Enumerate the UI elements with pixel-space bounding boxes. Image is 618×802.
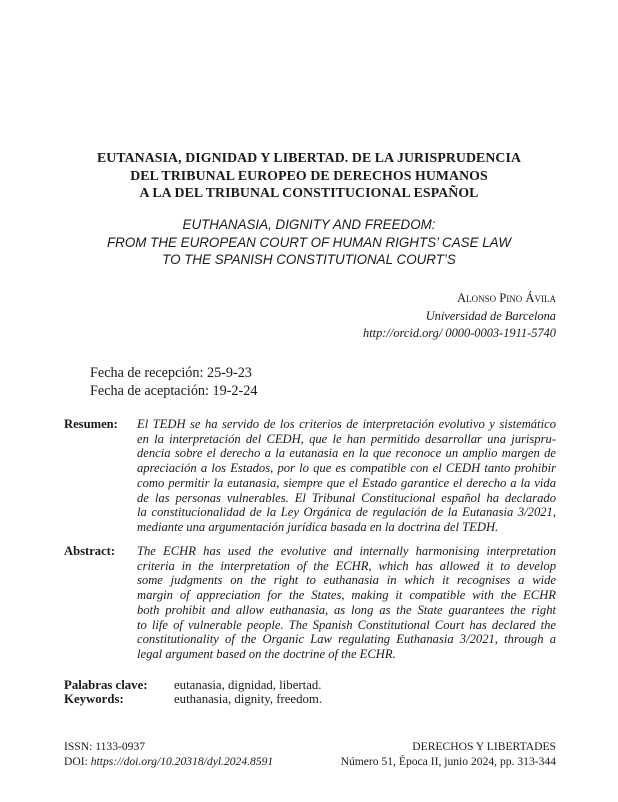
author-name: Alonso Pino Ávila (457, 291, 556, 305)
abstract-text (137, 544, 556, 662)
abstract-label: Abstract: (64, 544, 116, 558)
keywords-es-value: eutanasia, dignidad, libertad. (174, 678, 322, 692)
abstract-line: constitutionality of the Organic Law regulating Euthanasia 3/2021, through a (137, 632, 556, 647)
resumen-line: apreciación a los Estados, por lo que es compatible con el CEDH tanto prohibir (137, 461, 556, 476)
resumen-line: mediante una argumentación jurídica basada en la doctrina del TEDH. (137, 519, 499, 534)
author-orcid-link[interactable]: http://orcid.org/ 0000-0003-1911-5740 (363, 326, 556, 340)
title-es-line: EUTANASIA, DIGNIDAD Y LIBERTAD. DE LA JURISPRUDENCIA (96, 150, 522, 165)
abstract-line: some judgments on the right to euthanasia in which it recognises a wide (137, 573, 556, 588)
doi-link[interactable]: https://doi.org/10.20318/dyl.2024.8591 (90, 755, 274, 768)
keywords-es-label: Palabras clave: (64, 678, 148, 692)
author-block (363, 290, 556, 343)
resumen-line: de las personas vulnerables. El Tribunal Constitucional español ha declarado (137, 490, 556, 505)
title-en-line: EUTHANASIA, DIGNITY AND FREEDOM: (182, 217, 436, 232)
title-en-line: TO THE SPANISH CONSTITUTIONAL COURT’S (162, 252, 456, 267)
title-es-line: DEL TRIBUNAL EUROPEO DE DERECHOS HUMANOS (130, 167, 488, 183)
issn: ISSN: 1133-0937 (64, 740, 146, 753)
resumen-line: en la interpretación del CEDH, que le han permitido desarrollar una jurispru- (137, 431, 556, 446)
resumen-text (137, 417, 556, 535)
doi-label: DOI: (64, 755, 91, 768)
abstract-line: margin of appreciation for the States, making it compatible with the ECHR (137, 588, 556, 603)
abstract-line: criteria in the interpretation of the ECHR, which has allowed it to develop (137, 558, 556, 573)
keywords-spanish (64, 678, 321, 693)
received-date: Fecha de recepción: 25-9-23 (90, 365, 252, 381)
resumen-line: dencia sobre el derecho a la eutanasia en la que reconoce un amplio margen de (137, 446, 556, 461)
article-title-spanish (62, 149, 556, 202)
abstract-section (64, 544, 556, 662)
doi (64, 754, 273, 769)
resumen-label: Resumen: (64, 417, 118, 431)
abstract-line: both prohibit and allow euthanasia, as long as the State guarantees the right (137, 602, 556, 617)
keywords-english (64, 692, 322, 707)
keywords-en-value: euthanasia, dignity, freedom. (174, 692, 323, 706)
resumen-section (64, 417, 556, 535)
issue-info: Número 51, Época II, junio 2024, pp. 313-344 (340, 755, 556, 768)
title-es-line: A LA DEL TRIBUNAL CONSTITUCIONAL ESPAÑOL (139, 185, 479, 200)
resumen-line: como permitir la eutanasia, siempre que el Estado garantice el derecho a la vida (137, 475, 556, 490)
title-en-line: FROM THE EUROPEAN COURT OF HUMAN RIGHTS’ CASE LAW (107, 234, 511, 250)
accepted-date: Fecha de aceptación: 19-2-24 (90, 383, 258, 399)
keywords-en-label: Keywords: (64, 692, 124, 706)
abstract-line: The ECHR has used the evolutive and internally harmonising interpretation (137, 544, 556, 558)
page-footer (64, 739, 556, 769)
article-title-english (62, 216, 556, 269)
abstract-line: to life of vulnerable people. The Spanish Constitutional Court has declared the (137, 617, 556, 632)
journal-name: DERECHOS Y LIBERTADES (412, 740, 556, 753)
abstract-line: legal argument based on the doctrine of the ECHR. (137, 646, 396, 661)
resumen-line: la constitucionalidad de la Ley Orgánica de regulación de la Eutanasia 3/2021, (137, 505, 556, 520)
author-institution: Universidad de Barcelona (425, 308, 556, 323)
resumen-line: El TEDH se ha servido de los criterios de interpretación evolutivo y sistemático (137, 417, 556, 431)
submission-dates (90, 364, 257, 400)
